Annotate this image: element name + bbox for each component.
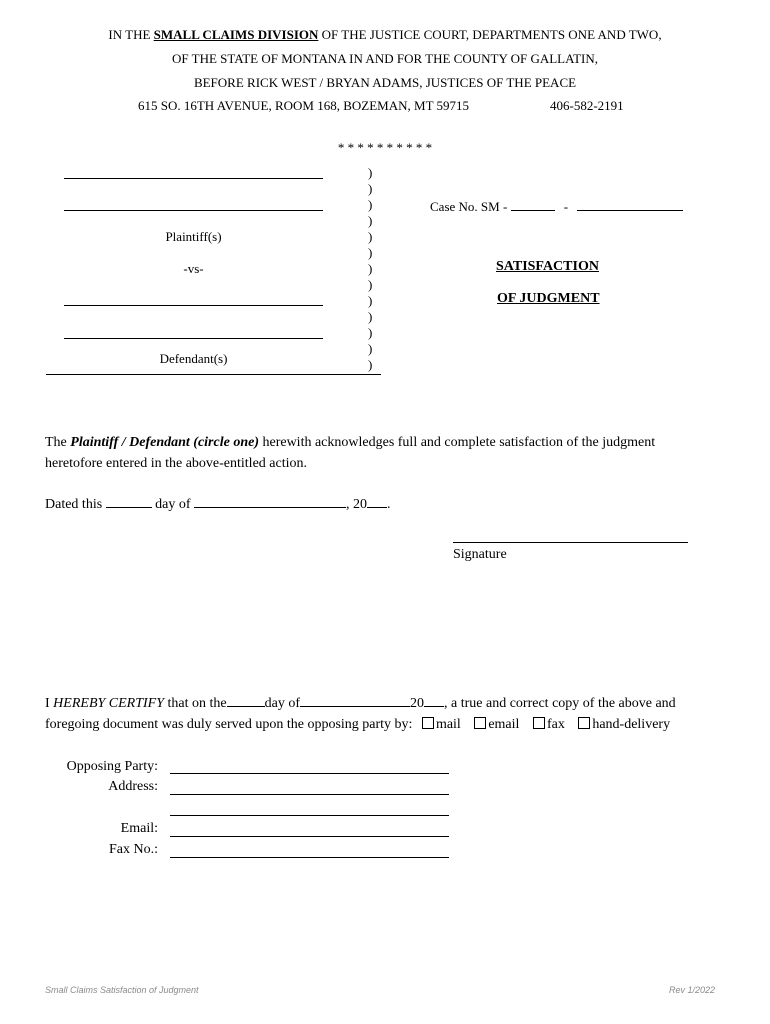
caption-paren: ) xyxy=(368,277,373,292)
case-number-dash: - xyxy=(563,199,569,214)
caption-paren: ) xyxy=(368,293,373,308)
signature-line[interactable] xyxy=(453,542,688,543)
caption-paren: ) xyxy=(368,341,373,356)
checkbox-icon[interactable] xyxy=(533,717,545,729)
dated-year-blank[interactable] xyxy=(367,494,387,508)
year-prefix: , 20 xyxy=(346,497,368,512)
caption-paren: ) xyxy=(368,245,373,260)
division-name: SMALL CLAIMS DIVISION xyxy=(153,27,319,42)
caption-paren: ) xyxy=(368,309,373,324)
certify-day-blank[interactable] xyxy=(227,693,265,707)
certify-text: , a true and correct copy of the above and xyxy=(444,696,676,711)
certify-line-2 xyxy=(45,716,670,734)
plaintiff-label: Plaintiff(s) xyxy=(165,229,222,244)
address-line-2[interactable] xyxy=(170,815,449,816)
service-method-fax[interactable] xyxy=(533,717,565,732)
header-separator: * * * * * * * * * * xyxy=(337,140,433,155)
caption-paren: ) xyxy=(368,165,373,180)
fax-line[interactable] xyxy=(170,857,449,858)
court-header-line-3: BEFORE RICK WEST / BRYAN ADAMS, JUSTICES OF THE PEACE xyxy=(193,75,577,90)
caption-paren: ) xyxy=(368,229,373,244)
checkbox-icon[interactable] xyxy=(578,717,590,729)
case-number-field xyxy=(430,197,683,215)
court-address: 615 SO. 16TH AVENUE, ROOM 168, BOZEMAN, MT 59715 xyxy=(138,98,470,113)
defendant-name-line-2[interactable] xyxy=(64,338,323,339)
opposing-party-line[interactable] xyxy=(170,773,449,774)
dated-month-blank[interactable] xyxy=(194,494,346,508)
acknowledgement-line-1 xyxy=(45,434,655,452)
dated-this-label: Dated this xyxy=(45,497,103,512)
defendant-name-line-1[interactable] xyxy=(64,305,323,306)
party-circle-choice[interactable]: Plaintiff / Defendant (circle one) xyxy=(70,435,259,450)
caption-paren: ) xyxy=(368,325,373,340)
method-label: email xyxy=(488,717,520,732)
case-number-label: Case No. SM - xyxy=(430,199,508,214)
caption-paren: ) xyxy=(368,181,373,196)
hereby-certify: HEREBY CERTIFY xyxy=(53,696,165,711)
case-number-year-blank[interactable] xyxy=(511,197,555,211)
caption-paren: ) xyxy=(368,197,373,212)
caption-paren: ) xyxy=(368,213,373,228)
service-method-hand-delivery[interactable] xyxy=(578,717,670,732)
caption-paren: ) xyxy=(368,357,373,372)
certify-year-blank[interactable] xyxy=(424,693,444,707)
dated-day-blank[interactable] xyxy=(106,494,152,508)
footer-form-name: Small Claims Satisfaction of Judgment xyxy=(45,985,199,995)
header-text: OF THE JUSTICE COURT, DEPARTMENTS ONE AND TWO, xyxy=(318,27,662,42)
dated-line xyxy=(45,494,391,514)
acknowledgement-line-2: heretofore entered in the above-entitled action. xyxy=(45,456,307,471)
ack-text: The xyxy=(45,435,71,450)
caption-bottom-rule xyxy=(46,374,381,375)
defendant-label: Defendant(s) xyxy=(159,351,228,366)
checkbox-icon[interactable] xyxy=(474,717,486,729)
court-phone: 406-582-2191 xyxy=(550,98,624,113)
certify-text: I xyxy=(45,696,54,711)
address-line-1[interactable] xyxy=(170,794,449,795)
method-label: mail xyxy=(435,717,461,732)
email-line[interactable] xyxy=(170,836,449,837)
checkbox-icon[interactable] xyxy=(422,717,434,729)
method-label: hand-delivery xyxy=(592,717,671,732)
dated-period: . xyxy=(387,497,391,512)
plaintiff-name-line-2[interactable] xyxy=(64,210,323,211)
day-of-label: day of xyxy=(155,497,191,512)
method-label: fax xyxy=(546,717,565,732)
caption-paren: ) xyxy=(368,261,373,276)
opposing-party-label: Opposing Party: xyxy=(66,759,158,774)
court-header-line-1 xyxy=(0,27,770,43)
certify-line-1 xyxy=(45,693,676,713)
versus-label: -vs- xyxy=(183,261,204,276)
address-label: Address: xyxy=(108,779,158,794)
footer-revision: Rev 1/2022 xyxy=(668,985,715,995)
document-title-line-2: OF JUDGMENT xyxy=(497,291,600,306)
signature-label: Signature xyxy=(453,547,507,562)
service-method-mail[interactable] xyxy=(422,717,461,732)
document-title-line-1: SATISFACTION xyxy=(496,259,599,274)
court-header-line-2: OF THE STATE OF MONTANA IN AND FOR THE COUNTY OF GALLATIN, xyxy=(172,51,598,66)
plaintiff-name-line-1[interactable] xyxy=(64,178,323,179)
ack-text: herewith acknowledges full and complete satisfaction of the judgment xyxy=(258,435,656,450)
certify-text: foregoing document was duly served upon the opposing party by: xyxy=(45,717,413,732)
service-method-email[interactable] xyxy=(474,717,519,732)
certify-day-of: day of xyxy=(264,696,301,711)
certify-text: that on the xyxy=(164,696,227,711)
certify-year-prefix: 20 xyxy=(410,696,425,711)
email-label: Email: xyxy=(120,821,158,836)
fax-label: Fax No.: xyxy=(109,842,158,857)
certify-month-blank[interactable] xyxy=(300,693,410,707)
case-number-seq-blank[interactable] xyxy=(577,197,683,211)
header-text: IN THE xyxy=(108,27,154,42)
